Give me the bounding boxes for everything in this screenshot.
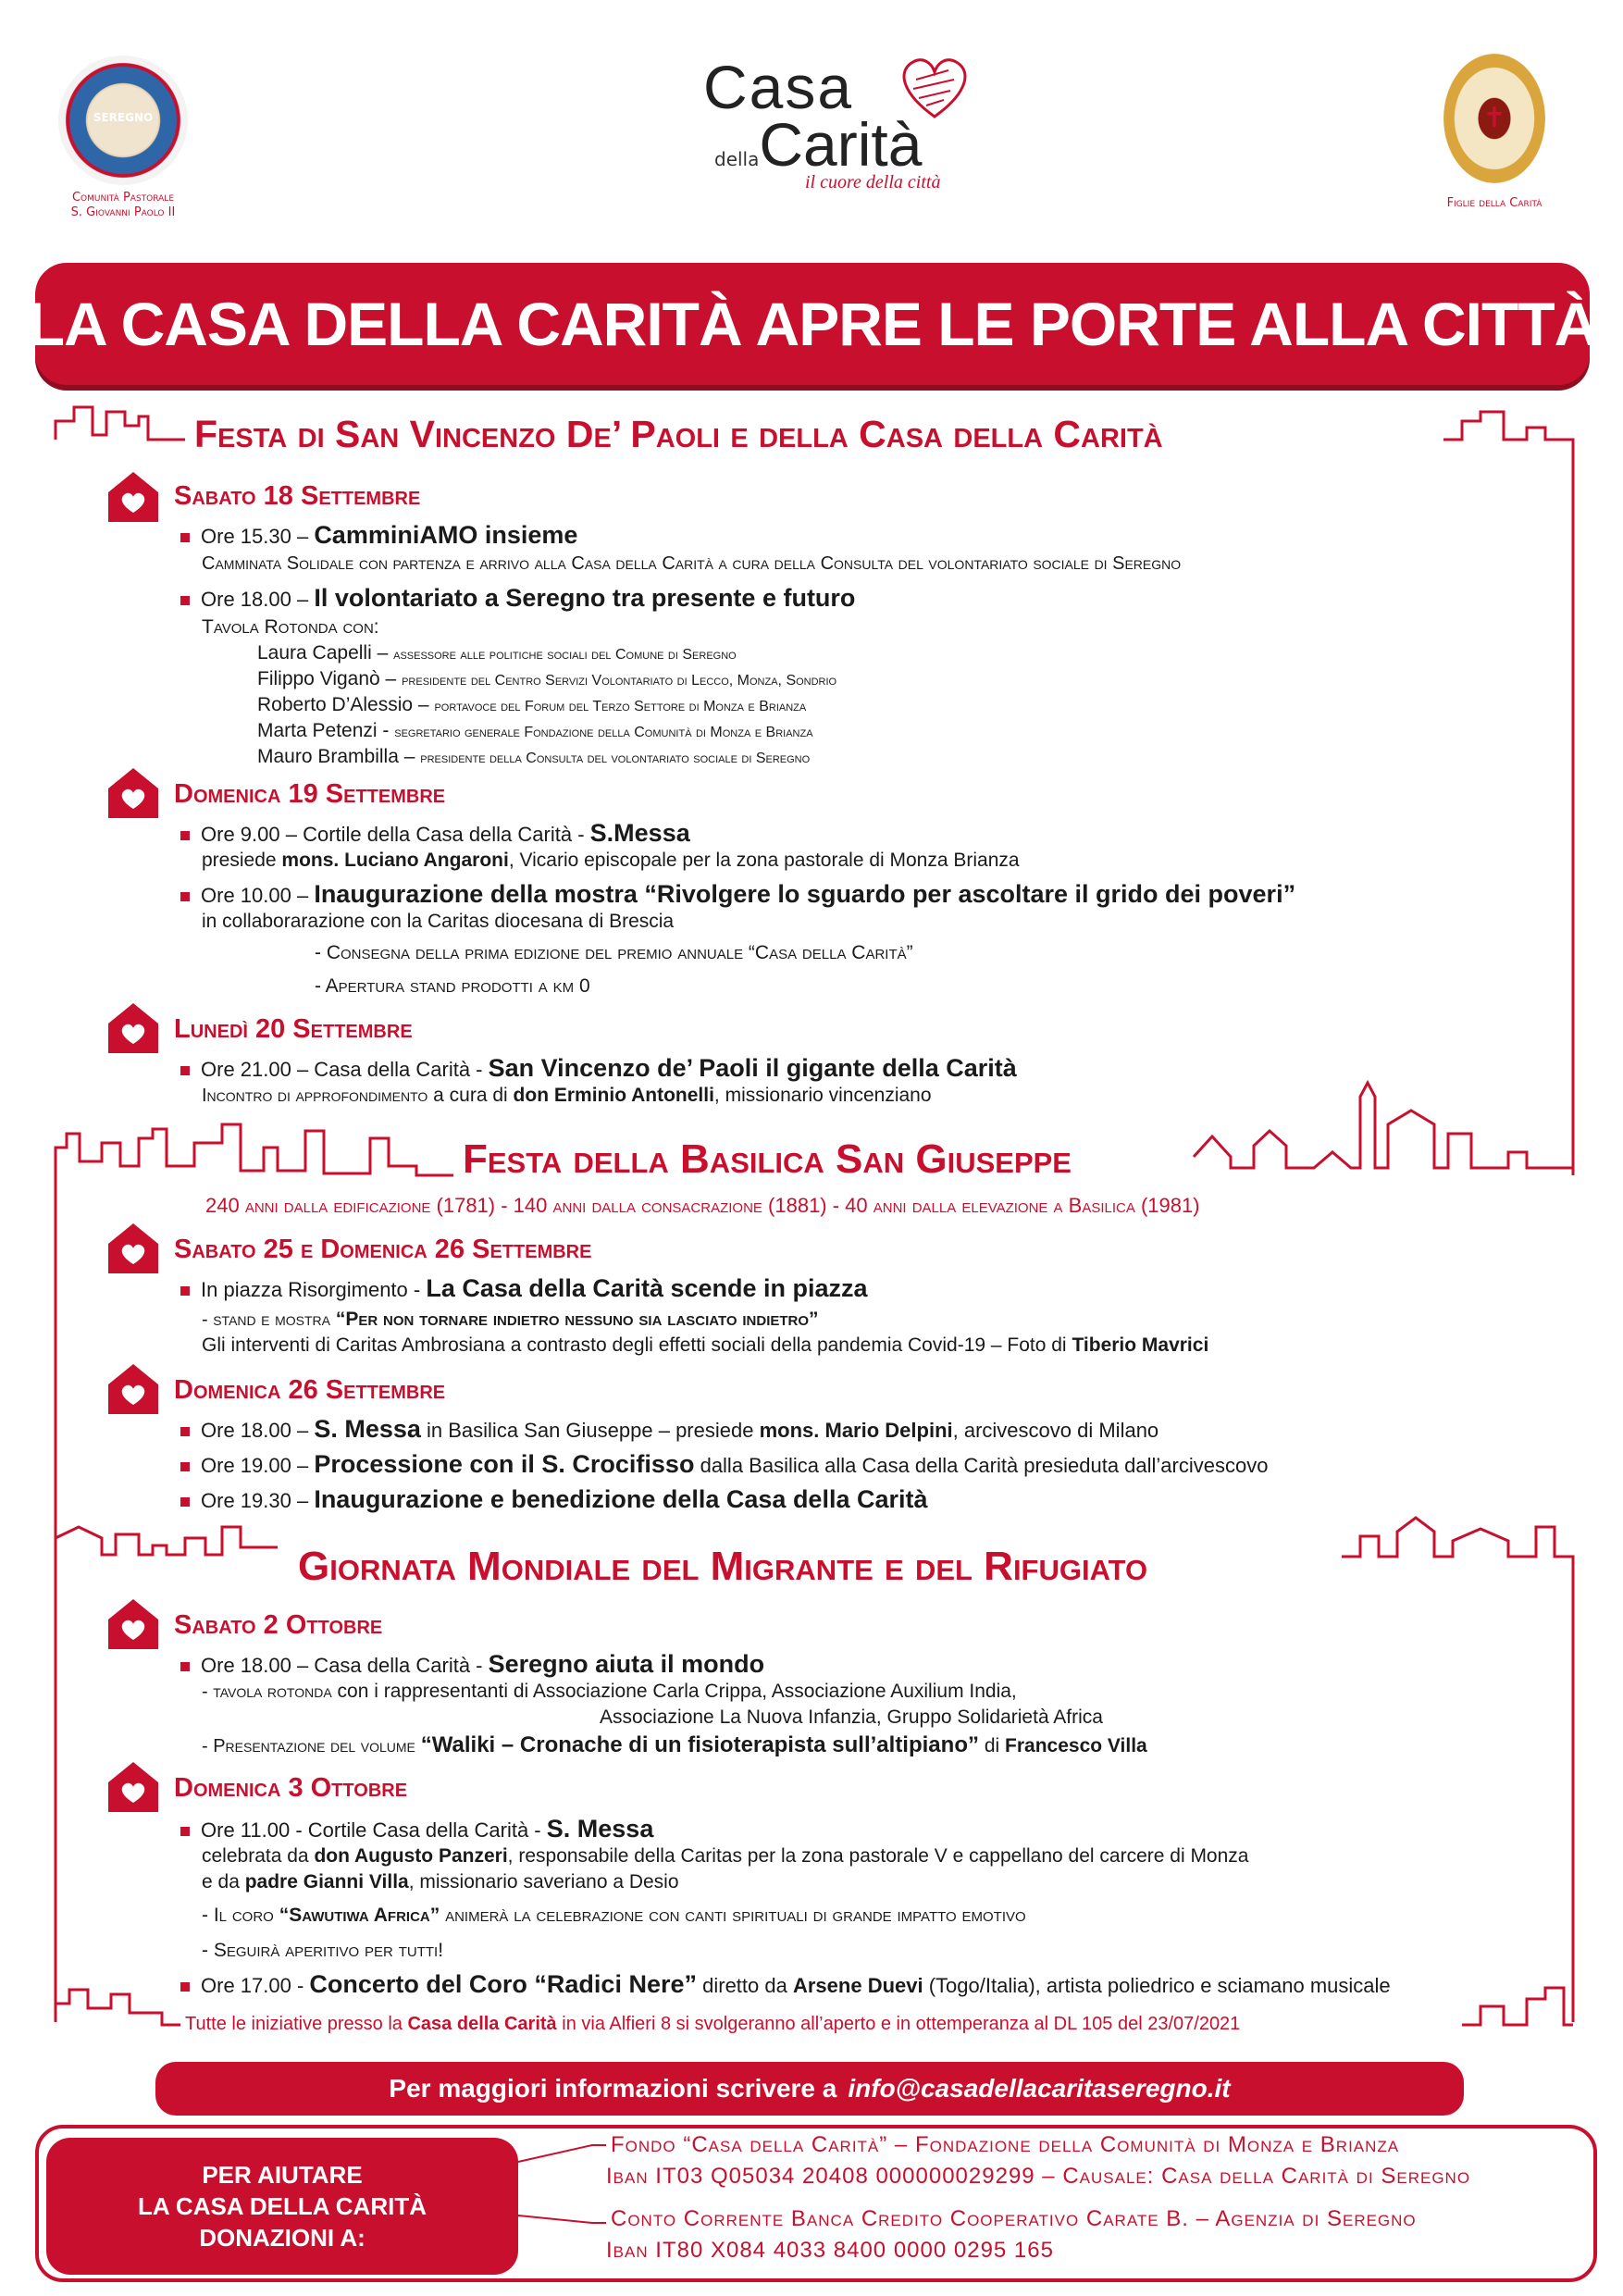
event-item: Ore 18.00 – S. Messa in Basilica San Giuseppe – presiede mons. Mario Delpini, arcivescovo di Milano (180, 1416, 1158, 1444)
event-detail: - Seguirà aperitivo per tutti! (202, 1940, 444, 1961)
event-item: Ore 17.00 - Concerto del Coro “Radici Nere” diretto da Arsene Duevi (Togo/Italia), artista poliedrico e sciamano musicale (180, 1971, 1391, 1999)
event-detail: - Consegna della prima edizione del premio annuale “Casa della Carità” (315, 942, 913, 963)
logo-carita: Carità (759, 110, 923, 179)
section-title-san-vincenzo: Festa di San Vincenzo De’ Paoli e della Casa della Carità (194, 413, 1163, 455)
speaker: Mauro Brambilla – presidente della Consulta del volontariato sociale di Seregno (257, 746, 811, 767)
donation-iban-1: Iban IT03 Q05034 20408 000000029299 – Causale: Casa della Carità di Seregno (606, 2164, 1471, 2189)
left-logo-caption-2: S. Giovanni Paolo II (70, 205, 176, 219)
event-item: Ore 15.30 – CamminiAMO insieme (180, 522, 577, 550)
donation-box-line: LA CASA DELLA CARITÀ (138, 2192, 427, 2220)
event-subtitle: celebrata da don Augusto Panzeri, responsabile della Caritas per la zona pastorale V e cappellano del carcere di Monza (202, 1845, 1249, 1867)
donation-fund: Fondo “Casa della Carità” – Fondazione della Comunità di Monza e Brianza (611, 2132, 1400, 2157)
contact-text: Per maggiori informazioni scrivere a (389, 2074, 837, 2103)
event-subtitle: Associazione La Nuova Infanzia, Gruppo Solidarietà Africa (600, 1706, 1103, 1728)
speaker: Laura Capelli – assessore alle politiche sociali del Comune di Seregno (257, 642, 737, 664)
donation-box-line: DONAZIONI A: (199, 2224, 365, 2252)
speaker: Filippo Viganò – presidente del Centro Servizi Volontariato di Lecco, Monza, Sondrio (257, 668, 837, 689)
event-subtitle: - tavola rotonda con i rappresentanti di Associazione Carla Crippa, Associazione Auxilium India, (202, 1681, 1017, 1702)
section-title-basilica: Festa della Basilica San Giuseppe (463, 1136, 1072, 1182)
event-subtitle: Incontro di approfondimento a cura di don Erminio Antonelli, missionario vincenziano (202, 1085, 932, 1106)
donation-box-line: PER AIUTARE (202, 2161, 363, 2189)
banner-title: LA CASA DELLA CARITÀ APRE LE PORTE ALLA CITTÀ (27, 290, 1598, 358)
event-item: Ore 10.00 – Inaugurazione della mostra “Rivolgere lo sguardo per ascoltare il grido dei poveri” (180, 881, 1295, 909)
left-logo-caption-1: Comunità Pastorale (71, 191, 175, 205)
day-label: Domenica 19 Settembre (174, 779, 446, 809)
contact-email-link[interactable]: info@casadellacaritaseregno.it (848, 2074, 1231, 2103)
donation-iban-2: Iban IT80 X084 4033 8400 0000 0295 165 (606, 2238, 1054, 2263)
event-item: Ore 18.00 – Il volontariato a Seregno tra presente e futuro (180, 585, 855, 613)
event-item: Ore 11.00 - Cortile Casa della Carità - S. Messa (180, 1816, 653, 1843)
event-subtitle: - stand e mostra “Per non tornare indietro nessuno sia lasciato indietro” (202, 1309, 819, 1330)
cross-icon: ✝ (1482, 102, 1506, 134)
event-subtitle: - Presentazione del volume “Waliki – Cronache di un fisioterapista sull’altipiano” di Francesco Villa (202, 1732, 1147, 1757)
event-item: In piazza Risorgimento - La Casa della Carità scende in piazza (180, 1275, 868, 1303)
event-item: Ore 21.00 – Casa della Carità - San Vincenzo de’ Paoli il gigante della Carità (180, 1055, 1017, 1083)
venue-notice: Tutte le iniziative presso la Casa della Carità in via Alfieri 8 si svolgeranno all’aperto e in ottemperanza al DL 105 del 23/07/2021 (185, 2014, 1241, 2034)
seal-ring-text: SEREGNO (93, 111, 154, 124)
event-detail: - Il coro “Sawutiwa Africa” animerà la celebrazione con canti spirituali di grande impatto emotivo (202, 1905, 1026, 1926)
logo-della: della (714, 148, 760, 170)
event-subtitle: Gli interventi di Caritas Ambrosiana a contrasto degli effetti sociali della pandemia Covid-19 – Foto di Tiberio Mavrici (202, 1334, 1209, 1356)
event-item: Ore 18.00 – Casa della Carità - Seregno aiuta il mondo (180, 1651, 764, 1679)
right-logo-caption: Figlie della Carità (1446, 196, 1542, 210)
day-label: Domenica 26 Settembre (174, 1375, 446, 1405)
section-subtitle: 240 anni dalla edificazione (1781) - 140 anni dalla consacrazione (1881) - 40 anni dalla elevazione a Basilica (1981) (205, 1194, 1200, 1217)
event-item: Ore 19.30 – Inaugurazione e benedizione della Casa della Carità (180, 1486, 928, 1514)
event-item: Ore 19.00 – Processione con il S. Crocifisso dalla Basilica alla Casa della Carità presieduta dall’arcivescovo (180, 1451, 1268, 1479)
event-subtitle: presiede mons. Luciano Angaroni, Vicario episcopale per la zona pastorale di Monza Brianza (202, 850, 1020, 871)
event-detail: - Apertura stand prodotti a km 0 (315, 975, 590, 997)
day-label: Sabato 2 Ottobre (174, 1610, 383, 1640)
day-label: Sabato 25 e Domenica 26 Settembre (174, 1235, 592, 1264)
event-subtitle: in collaborarazione con la Caritas diocesana di Brescia (202, 911, 675, 932)
event-subtitle: e da padre Gianni Villa, missionario saveriano a Desio (202, 1871, 679, 1893)
speaker: Roberto D’Alessio – portavoce del Forum del Terzo Settore di Monza e Brianza (257, 694, 807, 715)
logo-tagline: il cuore della città (805, 172, 941, 192)
logo-casa: Casa (703, 53, 854, 121)
day-label: Domenica 3 Ottobre (174, 1773, 408, 1803)
event-subtitle: Camminata Solidale con partenza e arrivo alla Casa della Carità a cura della Consulta del volontariato sociale di Seregno (202, 553, 1182, 574)
speaker: Marta Petenzi - segretario generale Fondazione della Comunità di Monza e Brianza (257, 720, 813, 741)
donation-bank: Conto Corrente Banca Credito Cooperativo Carate B. – Agenzia di Seregno (611, 2206, 1417, 2231)
section-title-migrante: Giornata Mondiale del Migrante e del Rifugiato (298, 1544, 1148, 1589)
event-subtitle: Tavola Rotonda con: (202, 616, 379, 638)
day-label: Sabato 18 Settembre (174, 481, 421, 511)
day-label: Lunedì 20 Settembre (174, 1014, 413, 1044)
event-item: Ore 9.00 – Cortile della Casa della Carità - S.Messa (180, 820, 690, 848)
